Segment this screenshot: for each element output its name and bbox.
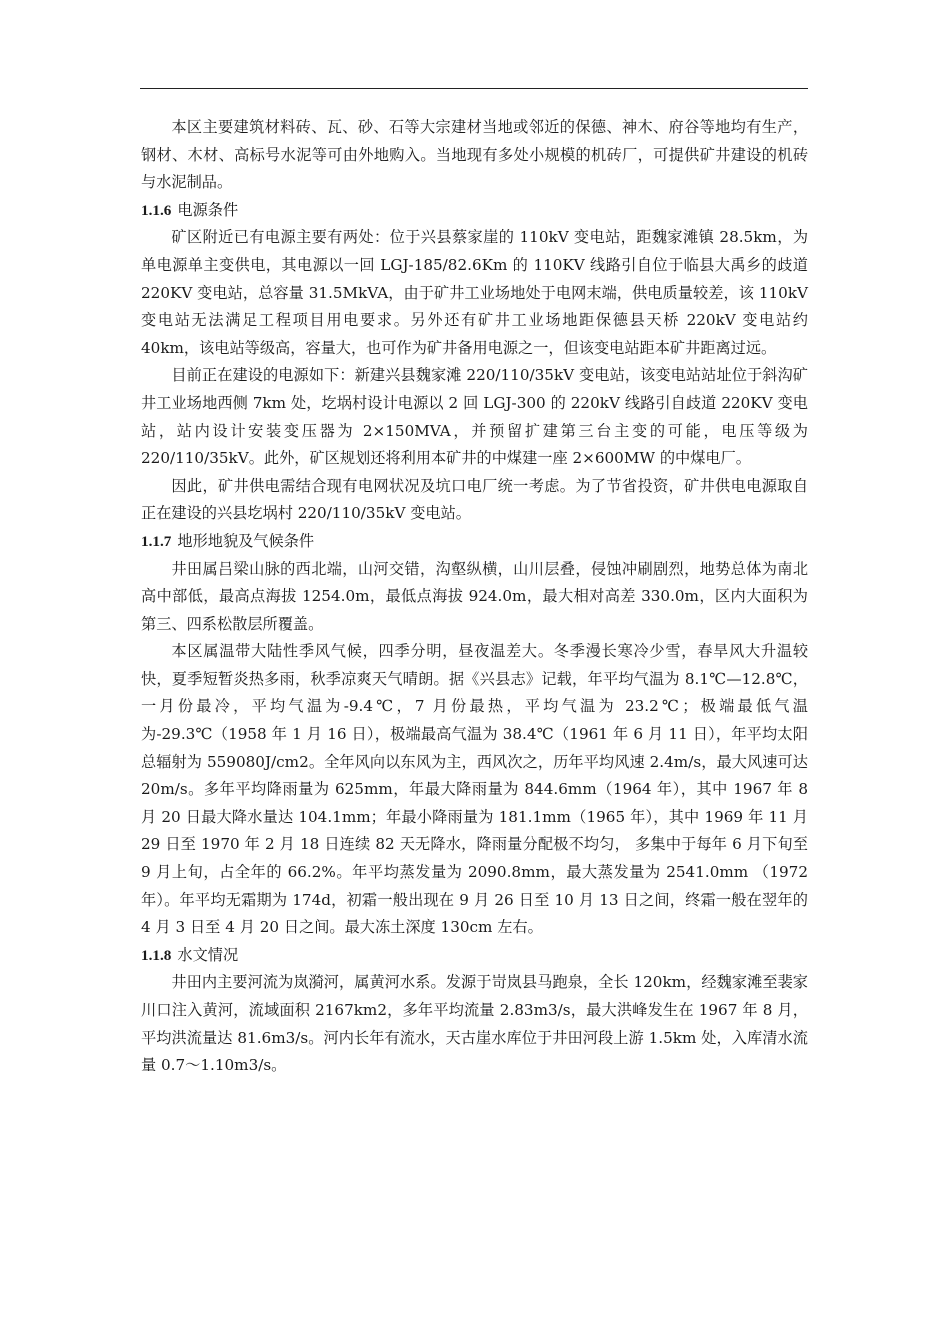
paragraph: 井田属吕梁山脉的西北端，山河交错，沟壑纵横，山川层叠，侵蚀冲刷剧烈，地势总体为南北高中部低，最高点海拔 1254.0m，最低点海拔 924.0m，最大相对高差 330.0m，区内大面积为第三、四系松散层所覆盖。 bbox=[141, 559, 808, 633]
section-number: 1.1.7 bbox=[141, 532, 172, 550]
section-title: 水文情况 bbox=[177, 945, 239, 964]
header-rule bbox=[140, 88, 808, 89]
paragraph: 因此，矿井供电需结合现有电网状况及坑口电厂统一考虑。为了节省投资，矿井供电电源取自正在建设的兴县圪埚村 220/110/35kV 变电站。 bbox=[141, 476, 808, 523]
section-title: 电源条件 bbox=[177, 200, 239, 219]
section-heading-terrain-climate bbox=[141, 528, 808, 556]
paragraph: 目前正在建设的电源如下：新建兴县魏家滩 220/110/35kV 变电站，该变电站站址位于斜沟矿井工业场地西侧 7km 处，圪埚村设计电源以 2 回 LGJ-300 的 220kV 线路引自歧道 220KV 变电站，站内设计安装变压器为 2×150MVA，并预留扩建第三台主变的可能，电压等级为 220/110/35kV。此外，矿区规划还将利用本矿井的中煤建一座 2×600MW 的中煤电厂。 bbox=[141, 366, 808, 468]
section-number: 1.1.6 bbox=[141, 201, 172, 219]
paragraph: 矿区附近已有电源主要有两处：位于兴县蔡家崖的 110kV 变电站，距魏家滩镇 28.5km，为单电源单主变供电，其电源以一回 LGJ-185/82.6Km 的 110KV 线路引自位于临县大禹乡的歧道 220KV 变电站，总容量 31.5MkVA，由于矿井工业场地处于电网末端，供电质量较差，该 110kV 变电站无法满足工程项目用电要求。另外还有矿井工业场地距保德县天桥 220kV 变电站约 40km，该电站等级高，容量大，也可作为矿井备用电源之一，但该变电站距本矿井距离过远。 bbox=[141, 228, 808, 357]
document-body bbox=[141, 114, 808, 1080]
section-heading-hydrology bbox=[141, 942, 808, 970]
section-number: 1.1.8 bbox=[141, 946, 172, 964]
paragraph-building-materials: 本区主要建筑材料砖、瓦、砂、石等大宗建材当地或邻近的保德、神木、府谷等地均有生产，钢材、木材、高标号水泥等可由外地购入。当地现有多处小规模的机砖厂，可提供矿井建设的机砖与水泥制品。 bbox=[141, 118, 808, 192]
section-heading-power bbox=[141, 197, 808, 225]
section-title: 地形地貌及气候条件 bbox=[177, 531, 315, 550]
paragraph: 本区属温带大陆性季风气候，四季分明，昼夜温差大。冬季漫长寒冷少雪，春旱风大升温较快，夏季短暂炎热多雨，秋季凉爽天气晴朗。据《兴县志》记载，年平均气温为 8.1℃—12.8℃，一月份最冷，平均气温为-9.4℃，7 月份最热，平均气温为 23.2℃；极端最低气温为-29.3℃（1958 年 1 月 16 日），极端最高气温为 38.4℃（1961 年 6 月 11 日），年平均太阳总辐射为 559080J/cm2。全年风向以东风为主，西风次之，历年平均风速 2.4m/s，最大风速可达 20m/s。多年平均降雨量为 625mm，年最大降雨量为 844.6mm（1964 年），其中 1967 年 8 月 20 日最大降水量达 104.1mm；年最小降雨量为 181.1mm（1965 年），其中 1969 年 11 月 29 日至 1970 年 2 月 18 日连续 82 天无降水，降雨量分配极不均匀， 多集中于每年 6 月下旬至 9 月上旬，占全年的 66.2%。年平均蒸发量为 2090.8mm，最大蒸发量为 2541.0mm （1972 年）。年平均无霜期为 174d，初霜一般出现在 9 月 26 日至 10 月 13 日之间，终霜一般在翌年的 4 月 3 日至 4 月 20 日之间。最大冻土深度 130cm 左右。 bbox=[141, 642, 808, 937]
paragraph: 井田内主要河流为岚漪河，属黄河水系。发源于岢岚县马跑泉，全长 120km，经魏家滩至裴家川口注入黄河，流域面积 2167km2，多年平均流量 2.83m3/s，最大洪峰发生在 1967 年 8 月，平均洪流量达 81.6m3/s。河内长年有流水，天古崖水库位于井田河段上游 1.5km 处，入库清水流量 0.7～1.10m3/s。 bbox=[141, 973, 808, 1075]
